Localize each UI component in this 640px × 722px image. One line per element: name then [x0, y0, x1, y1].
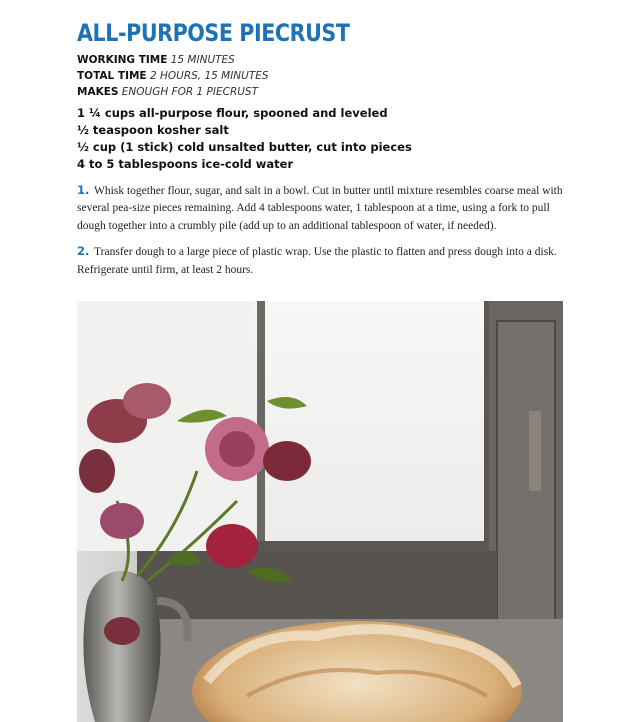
instructions: [77, 182, 567, 287]
ingredient-item: 1 ¼ cups all-purpose flour, spooned and leveled: [77, 106, 388, 120]
pie-photo: [77, 301, 563, 722]
recipe-title: ALL-PURPOSE PIECRUST: [77, 19, 350, 47]
makes: [77, 84, 269, 100]
ingredient-item: ½ cup (1 stick) cold unsalted butter, cut into pieces: [77, 140, 412, 154]
ingredient-item: ½ teaspoon kosher salt: [77, 123, 229, 137]
step-text: Transfer dough to a large piece of plastic wrap. Use the plastic to flatten and press dough into a disk. Refrigerate until firm, at least 2 hours.: [77, 246, 557, 276]
step: [77, 243, 567, 279]
meta-label: TOTAL TIME: [77, 70, 147, 82]
meta-value: ENOUGH FOR 1 PIECRUST: [121, 86, 259, 98]
step-text: Whisk together flour, sugar, and salt in a bowl. Cut in butter until mixture resembles coarse meal with several pea-size pieces remaining. Add 4 tablespoons water, 1 tablespoon at a time, using a fork to pull dough together into a crumbly pile (add up to an additional tablespoon of water, if needed).: [77, 185, 563, 232]
meta-value: 15 MINUTES: [170, 54, 235, 66]
ingredient-item: 4 to 5 tablespoons ice-cold water: [77, 157, 294, 171]
step: [77, 182, 567, 235]
step-number: 2.: [77, 244, 90, 259]
meta-value: 2 HOURS, 15 MINUTES: [149, 70, 269, 82]
total-time: [77, 68, 269, 84]
step-number: 1.: [77, 183, 90, 197]
meta-label: MAKES: [77, 86, 119, 98]
meta-label: WORKING TIME: [77, 54, 168, 66]
pie-window-flowers-illustration: [77, 301, 563, 722]
recipe-meta: [77, 52, 269, 100]
working-time: [77, 52, 269, 68]
ingredient-list: [77, 105, 412, 173]
